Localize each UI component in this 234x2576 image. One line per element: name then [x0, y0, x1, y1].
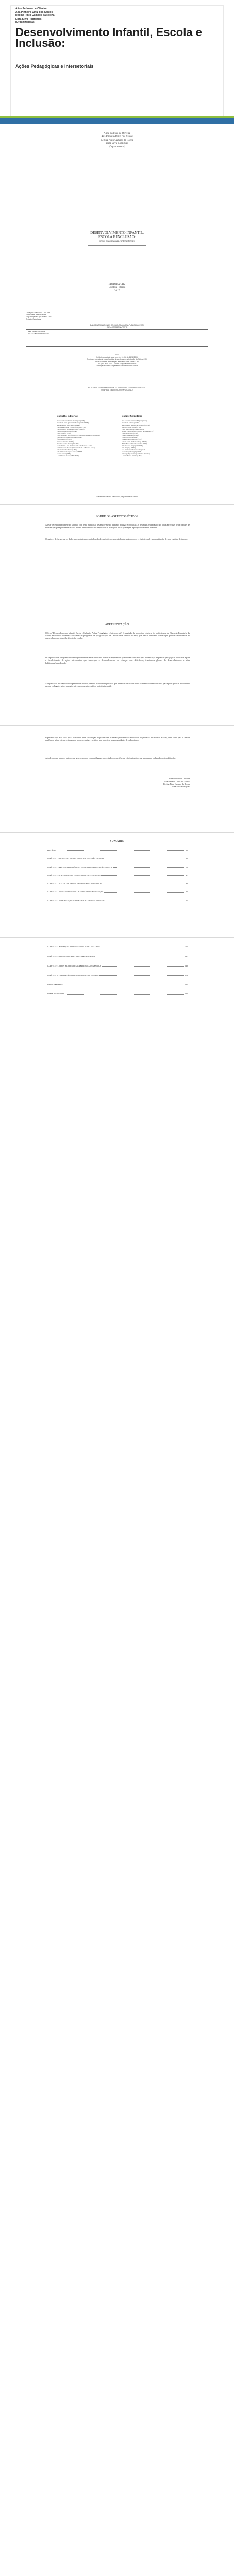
- committee-member: Andréia N. Militão (UEMS): [122, 422, 139, 424]
- toc-entry-page: 143: [185, 964, 188, 967]
- toc-entry-page: 95: [186, 899, 188, 902]
- ethics-title: SOBRE OS ASPECTOS ÉTICOS: [95, 515, 139, 518]
- council-member: Leonel Severo Rocha (UNISINOS): [57, 455, 79, 457]
- presentation-title: APRESENTAÇÃO: [105, 623, 129, 626]
- presentation-paragraph: Agradecemos a todos os autores que generosamente compartilharam seus estudos e experiências, e às instituições que apoiaram a realização desta publicação.: [45, 757, 176, 759]
- signature-name: Aline Pedroso de Oliveira: [168, 777, 190, 780]
- toc-list: [47, 849, 188, 908]
- digital-notice-line: ESTA OBRA TAMBÉM ENCONTRA-SE DISPONÍVEL EM FORMATO DIGITAL.: [88, 387, 146, 389]
- table-of-contents-page-continued: [0, 938, 234, 1041]
- committee-member: Gláucia Maria dos Santos Jorge (UFOP): [122, 440, 147, 443]
- half-title-author: Ada Pinheiro Diniz dos Santos: [101, 135, 133, 139]
- council-member: João Adalberto Campato Junior (UNESP): [57, 451, 83, 453]
- committee-member: Inês Bragança (UERJ): [122, 447, 136, 449]
- toc-entry-label: CAPÍTULO 4 – A FAMÍLIA E A ESCOLA NO PROCESSO DE INCLUSÃO: [47, 883, 103, 885]
- legal-notice: [0, 354, 234, 367]
- toc-entry-page: 13: [186, 849, 188, 851]
- toc-entry-label: CAPÍTULO 6 – COMUNICAÇÃO ALTERNATIVA E AMPLIADA NA ESCOLA: [47, 899, 106, 902]
- layout-line: Diagramação e Capa: Editora CRV: [26, 316, 52, 318]
- toc-entry-label: CAPÍTULO 8 – TECNOLOGIA ASSISTIVA E APRENDIZAGEM: [47, 955, 95, 958]
- council-member: Jailson Alves dos Santos (UFRJ): [57, 449, 77, 451]
- toc-entry[interactable]: [47, 974, 188, 976]
- editorial-council-title: Conselho Editorial:: [57, 415, 78, 418]
- committee-member: Diosnel Centurion (Univ Americ. de Asunción - Py): [122, 430, 154, 432]
- toc-title: SUMÁRIO: [110, 840, 124, 843]
- cover-author: Ada Pinheiro Diniz dos Santos: [15, 10, 53, 14]
- council-member: Gloria Fariñas León (Universidade de La Havana - Cuba): [57, 445, 93, 447]
- half-title-organizers-label: (Organizadoras): [108, 145, 126, 148]
- toc-entry[interactable]: [47, 874, 188, 876]
- cover-subtitle: Ações Pedagógicas e Intersetoriais: [15, 64, 94, 69]
- committee-member: Fauston Negreiros (UFPI): [122, 436, 138, 438]
- toc-entry-label: CAPÍTULO 3 – O ATENDIMENTO EDUCACIONAL ESPECIALIZADO: [47, 874, 101, 876]
- toc-leader: [57, 849, 185, 851]
- toc-entry-label: CAPÍTULO 5 – AÇÕES INTERSETORIAIS ENTRE SAÚDE E EDUCAÇÃO: [47, 891, 104, 893]
- peer-review-note: Este livro foi avaliado e aprovado por pareceristas ad hoc.: [95, 496, 139, 498]
- toc-entry[interactable]: [47, 883, 188, 885]
- notice-website: Conheça os nossos lançamentos: www.editoracrv.com.br: [96, 365, 138, 367]
- title-line: ESCOLA E INCLUSÃO:: [98, 235, 136, 239]
- committee-member: Ilma Passos A. Veiga (UNICEUB): [122, 445, 143, 447]
- toc-entry-page: 47: [186, 874, 188, 876]
- committee-member: José de Ribamar Sousa Pereira (UCB): [122, 449, 145, 451]
- title-page-title: [0, 231, 234, 239]
- toc-entry-label: CAPÍTULO 7 – FORMAÇÃO DE PROFESSORES PARA A INCLUSÃO: [47, 946, 100, 948]
- publisher-city: Curitiba - Brasil: [108, 286, 126, 289]
- editorial-council-page: [0, 408, 234, 504]
- committee-member: Lourdes Helena da Silva (UFV): [122, 455, 142, 457]
- toc-list-continued: [47, 946, 188, 1003]
- scientific-committee-title: Comitê Científico:: [122, 415, 142, 418]
- council-member: Guillermo Arias Beatón (Universidade de La Havana - Cuba): [57, 447, 95, 449]
- app-notice-line: CONHEÇA E BAIXE NOSSO APLICATIVO!: [101, 389, 133, 392]
- signature-name: Eliza Silva Rodrigues: [172, 785, 190, 788]
- title-page-publisher: [0, 283, 234, 293]
- cover-author: Aline Pedroso de Oliveira: [15, 7, 47, 10]
- ethics-paragraph: Os autores declaram que os dados apresentados nos capítulos são de sua inteira responsabilidade, assim como a revisão textual e a normalização de cada capítulo desta obra.: [45, 538, 188, 540]
- blank-remainder: [0, 1041, 234, 2576]
- cover-bottom-stripe: [0, 118, 234, 124]
- council-member: Antônio Pereira Gaio Júnior (UFRRJ): [57, 424, 80, 426]
- table-of-contents-page: [0, 833, 234, 937]
- council-member: Celso Conti (UFSCar): [57, 432, 71, 434]
- catalog-title: DADOS INTERNACIONAIS DE CATALOGAÇÃO NA PUBLICAÇÃO (CIP): [90, 324, 144, 326]
- title-page: [0, 211, 234, 304]
- presentation-paragraph: Os capítulos que compõem esta obra apresentam reflexões teóricas e relatos de experiências que buscam contribuir para a construção de práticas pedagógicas inclusivas e para o fortalecimento de ações intersetoriais que favoreçam o desenvolvimento de crianças com deficiência, transtornos globais do desenvolvimento e altas habilidades/superdotação.: [45, 656, 190, 664]
- editorial-council-column: [57, 415, 108, 457]
- catalog-header: [0, 324, 234, 328]
- presentation-page: [0, 617, 234, 725]
- book-cover: [0, 0, 234, 124]
- title-page-subtitle: ações pedagógicas e intersetoriais: [99, 240, 135, 243]
- committee-member: Elizeu Clementino (UNEB): [122, 434, 139, 436]
- council-member: Andréia da Silva Quintanilha Sousa (UNIR/UFRN): [57, 422, 89, 424]
- signature-name: Ada Pinheiro Diniz dos Santos: [164, 780, 190, 783]
- toc-leader: [113, 866, 185, 868]
- catalog-record-box: [26, 329, 208, 347]
- toc-entry-page: 15: [186, 857, 188, 860]
- toc-entry[interactable]: [47, 946, 188, 948]
- half-title-authors: [0, 132, 234, 149]
- toc-entry[interactable]: [47, 891, 188, 893]
- toc-entry-label: CAPÍTULO 2 – PRÁTICAS PEDAGÓGICAS INCLUSIVAS NA EDUCAÇÃO INFANTIL: [47, 866, 112, 868]
- half-title-author: Aline Pedroso de Oliveira: [103, 132, 131, 135]
- toc-leader: [96, 955, 184, 957]
- editor-line: Editor-chefe: Railson Moura: [26, 314, 46, 316]
- publisher-name: EDITORA CRV: [108, 283, 126, 286]
- toc-leader: [105, 857, 185, 859]
- toc-leader: [104, 891, 185, 892]
- committee-member: Eliane Rose Maio (UEM): [122, 432, 138, 434]
- notice-deposit: Foi feito o depósito legal conf. Lei 10.994 de 14/12/2004: [96, 356, 138, 359]
- presentation-paragraph: Esperamos que esta obra possa contribuir para a formação de professores e demais profissionais envolvidos no processo de inclusão escolar, bem como para o debate acadêmico sobre o tema, estimulando novas pesquisas e práticas que respeitem as singularidades de cada criança.: [45, 736, 190, 741]
- copyright-line: Copyright © da Editora CRV Ltda.: [26, 312, 51, 314]
- toc-leader: [101, 946, 184, 947]
- toc-entry-page: 31: [186, 866, 188, 868]
- toc-leader: [101, 874, 185, 876]
- council-member: Élsio José Corá (UFFS): [57, 438, 72, 440]
- toc-entry-label: CAPÍTULO 9 – ALTAS HABILIDADES/SUPERDOTAÇÃO NA ESCOLA: [47, 964, 101, 967]
- toc-leader: [106, 900, 185, 901]
- half-title-page: [0, 124, 234, 211]
- committee-member: Ana Chrystina Venancio Mignot (UERJ): [122, 420, 147, 422]
- toc-entry[interactable]: [47, 955, 188, 957]
- cover-organizers-label: (Organizadoras): [15, 21, 36, 24]
- half-title-author: Regina Pinto Campos da Rocha: [101, 139, 133, 142]
- publication-year: 2017: [114, 290, 120, 292]
- half-title-author: Eliza Silva Rodrigues: [106, 142, 128, 145]
- toc-leader: [99, 974, 183, 976]
- presentation-page-continued: [0, 726, 234, 832]
- toc-entry-page: 79: [186, 891, 188, 893]
- notice-rights: Todos os direitos desta edição reservados pela: Editora CRV: [95, 360, 139, 363]
- toc-leader: [102, 965, 184, 967]
- title-rule: [88, 245, 146, 246]
- cover-authors: [15, 7, 55, 24]
- cover-author: Regina Pinto Campos da Rocha: [15, 14, 55, 18]
- toc-entry-page: 63: [186, 883, 188, 885]
- ethics-page: [0, 505, 234, 617]
- council-member: Elizeu Clementino (UNEB): [57, 440, 74, 443]
- toc-entry-label: CAPÍTULO 1 – DESENVOLVIMENTO INFANTIL E INCLUSÃO ESCOLAR: [47, 857, 104, 860]
- toc-entry[interactable]: [47, 866, 188, 868]
- notice-contact: Tel.: (41) 3039-6418 - E-mail: sac@editoracrv.com.br: [97, 362, 137, 365]
- isbn: ISBN 978-85-444-1937-6: [28, 331, 45, 333]
- copyright-credits: [26, 312, 208, 320]
- doi: DOI 10.24824/978854441937.6: [28, 333, 50, 335]
- toc-entry[interactable]: [47, 965, 188, 967]
- council-member: Francisco Carlos Duarte (PUC-PR): [57, 443, 79, 445]
- notice-reproduction: Proibida a reprodução parcial ou total desta obra sem autorização da Editora CRV: [87, 358, 147, 361]
- catalog-subtitle: CATALOGAÇÃO NA FONTE: [106, 326, 128, 329]
- committee-member: Francisco Ari de Andrade (UFC): [122, 438, 142, 440]
- council-member: Carlos Federico Dominguez Avila (Unieuro): [57, 428, 85, 430]
- ethics-paragraph: Apesar de esta obra conter um capítulo com tema relativo ao desenvolvimento humano, inclusão e educação, as pesquisas relatadas foram todas aprovadas pelos comitês de ética em pesquisa pertinentes a cada estudo, bem como foram respeitados os princípios éticos que regem a pesquisa com seres humanos.: [45, 523, 190, 529]
- cover-title: Desenvolvimento Infantil, Escola e Inclusão:: [15, 26, 202, 49]
- toc-entry-page: 179: [185, 993, 188, 995]
- toc-leader: [65, 993, 184, 994]
- cover-author: Eliza Silva Rodrigues: [15, 17, 42, 21]
- toc-leader: [64, 984, 184, 985]
- toc-entry-label: PREFÁCIO: [47, 849, 56, 851]
- toc-entry-page: 159: [185, 974, 188, 976]
- council-member: Josania Portela (UFPI): [57, 453, 71, 455]
- council-member: Cesar Gerónimo Tello (Univer. Nacional Três de Febrero - Argentina): [57, 434, 100, 436]
- toc-entry[interactable]: [47, 857, 188, 859]
- toc-entry-page: 111: [185, 946, 188, 948]
- signature-name: Regina Pinto Campos da Rocha: [163, 783, 190, 785]
- council-member: Carmen Tereza Velanga (UNIR): [57, 430, 77, 432]
- notice-year: 2017: [115, 354, 119, 356]
- revision-line: Revisão: Os Autores: [26, 318, 41, 320]
- committee-member: Helder Buenos Aires de Carvalho (UFPI): [122, 443, 147, 445]
- toc-leader: [103, 883, 185, 884]
- digital-notice: [0, 387, 234, 391]
- toc-entry-label: CAPÍTULO 10 – AVALIAÇÃO DO DESENVOLVIMENTO INFANTIL: [47, 974, 99, 976]
- committee-member: Anna Augusta Sampaio de Oliveira (UNESP): [122, 424, 150, 426]
- toc-entry[interactable]: [47, 849, 188, 851]
- toc-entry-label: ÍNDICE REMISSIVO: [47, 984, 63, 986]
- toc-entry-label: SOBRE OS AUTORES: [47, 993, 64, 995]
- committee-member: Jussara Fraga Portugal (UNEB): [122, 451, 142, 453]
- title-line: DESENVOLVIMENTO INFANTIL,: [90, 231, 144, 235]
- council-member: Carlos Alberto Vilar Estêvão (UMINHO - PT): [57, 426, 86, 428]
- toc-entry[interactable]: [47, 993, 188, 995]
- committee-member: Cindy Mery Gavioli-Prestes (UFPA): [122, 428, 144, 430]
- toc-entry-page: 127: [185, 955, 188, 958]
- presentation-signature: [45, 777, 190, 788]
- committee-member: Barbara Coelho Neves (UFBA): [122, 426, 141, 428]
- toc-entry[interactable]: [47, 984, 188, 986]
- council-member: Elione Maria Nogueira Diogenes (UFAL): [57, 436, 83, 438]
- copyright-page: [0, 304, 234, 408]
- committee-member: Kilwangy Kya Kapitango-a-Samba (Unemat): [122, 453, 150, 455]
- toc-entry[interactable]: [47, 900, 188, 902]
- toc-entry-page: 175: [185, 984, 188, 986]
- scientific-committee-column: [122, 415, 173, 457]
- presentation-paragraph: A organização dos capítulos foi pensada de modo a permitir ao leitor um percurso que parte das discussões sobre o desenvolvimento infantil, passa pelas práticas no contexto escolar e chega às ações intersetoriais entre educação, saúde e assistência social.: [45, 682, 190, 687]
- council-member: Aldira Guimarães Duarte Domínguez (UNB): [57, 420, 85, 422]
- presentation-paragraph: O livro "Desenvolvimento Infantil, Escola e Inclusão: Ações Pedagógicas e Intersetoriais" é resultado de produções coletivas de profissionais da Educação Especial e da Saúde, envolvendo docentes e discentes de programas de pós-graduação da Universidade Federal do Pará, que têm se dedicado a investigar questões relacionadas ao desenvolvimento infantil e à inclusão escolar.: [45, 632, 190, 639]
